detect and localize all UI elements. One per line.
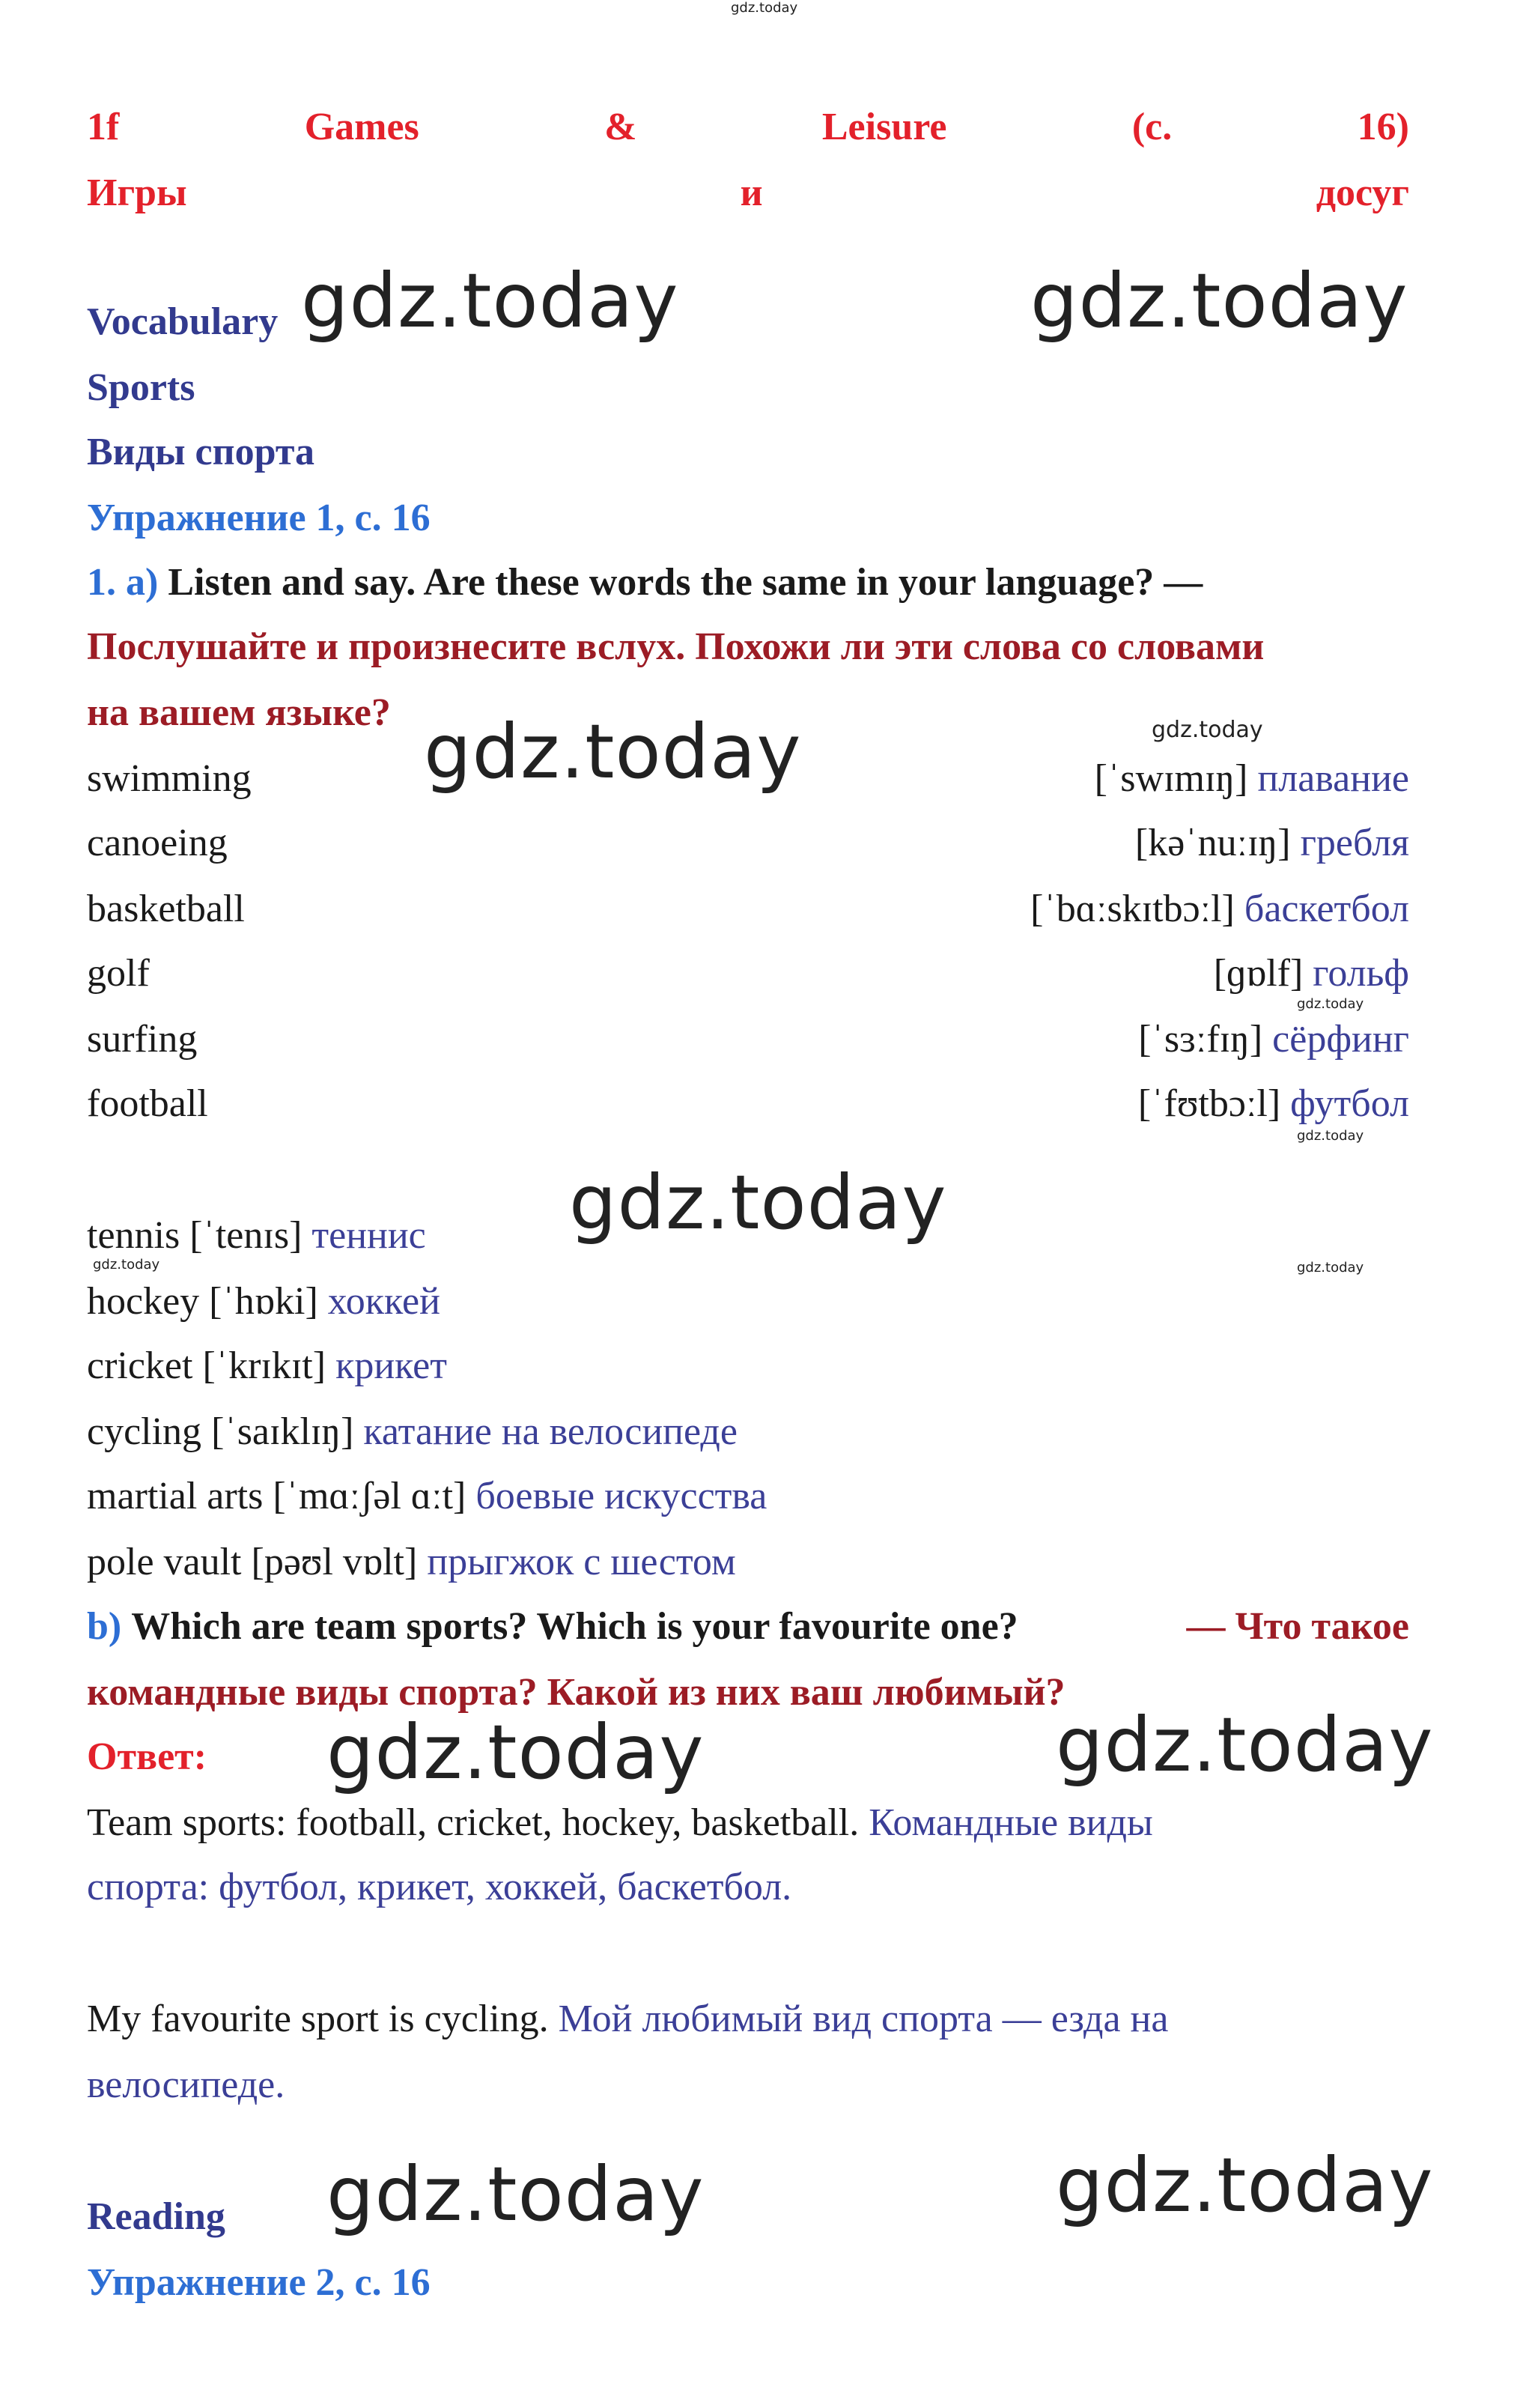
answer-2-line-2: велосипеде. [87,2063,285,2106]
watermark: gdz.today [1056,2141,1434,2229]
list-item [87,1020,1409,1059]
title-word: 1f [87,106,120,148]
section-reading: Reading [87,2195,225,2238]
task-a-english-wrap [87,563,1203,602]
task-b-marker: b) [87,1605,122,1648]
vocab-detail [1138,1020,1409,1059]
vocab-translation: гольф [1313,952,1409,995]
vocab-detail [1030,890,1409,929]
vocab-translation: сёрфинг [1272,1018,1409,1061]
answer-1-en: Team sports: football, cricket, hockey, basketball. [87,1801,860,1844]
watermark: gdz.today [1030,257,1408,345]
list-item [87,1082,1409,1125]
vocab-word: basketball [87,888,245,930]
watermark: gdz.today [1297,996,1364,1012]
vocab-word: football [87,1082,208,1125]
task-b-english-wrap [87,1607,1018,1646]
watermark: gdz.today [301,257,679,345]
list-item [87,1216,1409,1255]
subtitle-word: Игры [87,172,187,214]
vocab-ipa: [pəʊl vɒlt] [251,1541,418,1583]
title-word: Games [304,106,419,148]
vocab-word: cycling [87,1410,202,1453]
task-b-russian-2: командные виды спорта? Какой из них ваш любимый? [87,1671,1066,1714]
watermark-top: gdz.today [731,0,798,16]
answer-1-line-2: спорта: футбол, крикет, хоккей, баскетбол. [87,1866,792,1908]
section-vocabulary: Vocabulary [87,300,279,343]
vocab-translation: футбол [1290,1082,1409,1125]
vocab-ipa: [ˈbɑːskɪtbɔːl] [1030,888,1235,930]
list-item [87,1410,1409,1453]
task-b-russian-1: — Что такое [1186,1605,1409,1648]
vocab-word: hockey [87,1280,200,1323]
vocab-detail [1095,759,1409,798]
vocab-translation: катание на велосипеде [363,1410,738,1453]
title-word: Leisure [821,106,947,148]
watermark: gdz.today [1297,1260,1364,1276]
task-a-marker: 1. a) [87,561,159,604]
watermark: gdz.today [1056,1701,1434,1789]
vocab-ipa: [ˈsɜːfɪŋ] [1138,1018,1263,1061]
list-item [87,954,1409,993]
vocab-translation: боевые искусства [475,1475,767,1517]
exercise-2-heading: Упражнение 2, с. 16 [87,2261,431,2304]
list-item [87,1477,1409,1516]
vocab-translation: крикет [335,1344,447,1387]
task-b-line [87,1607,1409,1646]
subtitle-word: досуг [1316,172,1409,214]
vocab-ipa: [ˈkrɪkɪt] [202,1344,326,1387]
page-title [87,108,1409,147]
answer-2-en: My favourite sport is cycling. [87,1998,549,2040]
vocab-translation: баскетбол [1244,888,1409,930]
vocab-ipa: [ˈmɑːʃəl ɑːt] [273,1475,466,1517]
list-item [87,1344,1409,1387]
vocab-word: martial arts [87,1475,264,1517]
vocab-translation: плавание [1257,757,1409,800]
title-word: 16) [1357,106,1409,148]
vocab-word: tennis [87,1214,180,1257]
task-a-english: Listen and say. Are these words the same in your language? — [168,561,1203,604]
task-a-russian-1: Послушайте и произнесите вслух. Похожи ли эти слова со словами [87,625,1265,668]
task-a-line [87,563,1409,602]
vocab-ipa: [ˈhɒki] [209,1280,318,1323]
watermark: gdz.today [424,708,802,795]
watermark: gdz.today [569,1159,947,1246]
vocab-ipa: [ɡɒlf] [1213,952,1304,995]
section-sports-ru: Виды спорта [87,431,315,473]
page-subtitle [87,174,1409,213]
vocab-word: canoeing [87,822,228,864]
vocab-word: cricket [87,1344,203,1387]
task-a-russian-2: на вашем языке? [87,691,391,734]
watermark: gdz.today [326,2150,705,2238]
vocab-ipa: [ˈsaɪklɪŋ] [211,1410,354,1453]
answer-1-line-1 [87,1801,1409,1844]
list-item [87,759,1409,798]
answer-2-ru: Мой любимый вид спорта — езда на [558,1998,1169,2040]
vocab-word: pole vault [87,1541,242,1583]
vocab-word: golf [87,952,150,995]
exercise-1-heading: Упражнение 1, с. 16 [87,497,431,539]
vocab-translation: теннис [311,1214,426,1257]
vocab-ipa: [ˈswɪmɪŋ] [1094,757,1248,800]
answer-1-ru: Командные виды [869,1801,1153,1844]
vocab-ipa: [kəˈnuːɪŋ] [1134,822,1291,864]
list-item [87,890,1409,929]
vocab-detail [1214,954,1409,993]
section-sports: Sports [87,366,195,409]
watermark: gdz.today [326,1708,705,1796]
list-item [87,824,1409,863]
vocab-ipa: [ˈfʊtbɔːl] [1137,1082,1281,1125]
watermark: gdz.today [1297,1128,1364,1144]
answer-2-line-1 [87,2000,1409,2039]
title-word: & [604,106,637,148]
list-item [87,1543,1409,1582]
watermark: gdz.today [93,1257,160,1273]
watermark: gdz.today [1152,717,1263,743]
subtitle-word: и [740,172,763,214]
vocab-word: surfing [87,1018,198,1061]
vocab-word: swimming [87,757,252,800]
answer-label: Ответ: [87,1735,207,1778]
vocab-translation: хоккей [327,1280,440,1323]
vocab-ipa: [ˈtenɪs] [189,1214,303,1257]
title-word: (с. [1131,106,1173,148]
task-b-english: Which are team sports? Which is your favourite one? [131,1605,1018,1648]
vocab-detail [1135,824,1409,863]
list-item [87,1282,1409,1321]
vocab-detail [1137,1082,1409,1125]
vocab-translation: прыгжок с шестом [427,1541,736,1583]
vocab-translation: гребля [1300,822,1409,864]
